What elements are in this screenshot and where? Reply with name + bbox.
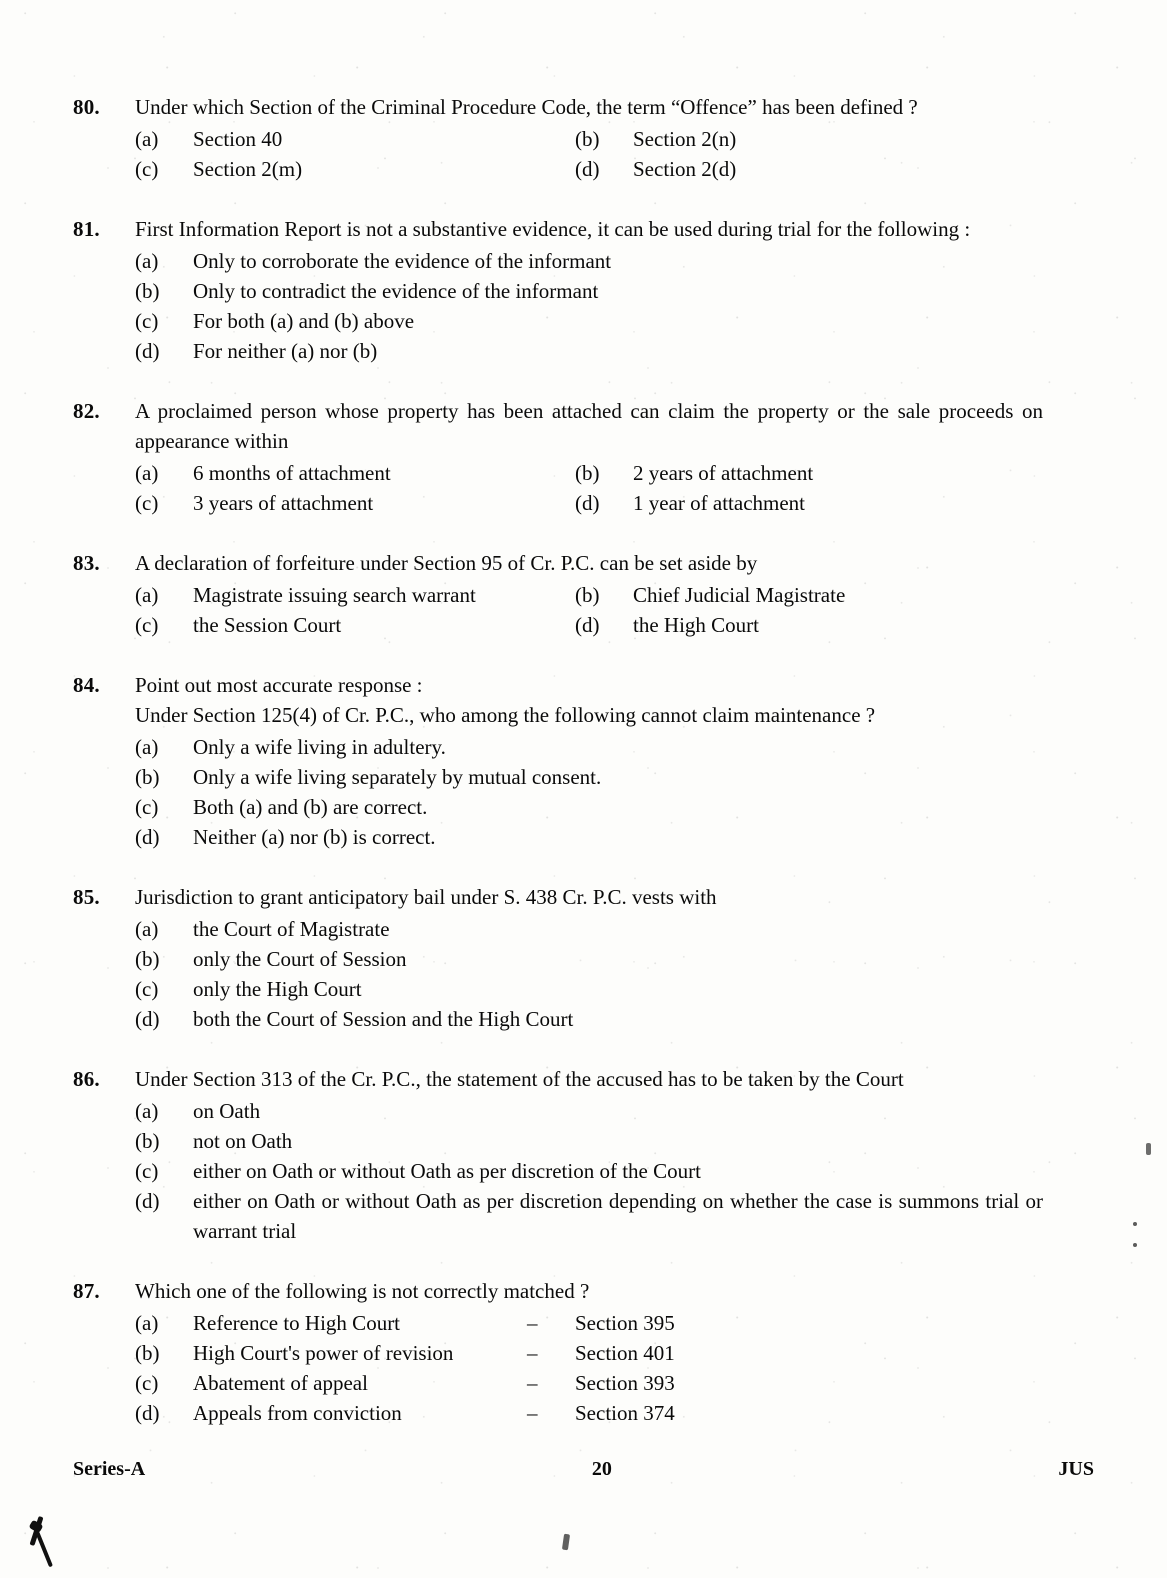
option-d[interactable]	[135, 1004, 1043, 1034]
option-b[interactable]	[135, 762, 1043, 792]
option-text: only the High Court	[193, 977, 362, 1001]
question-text: A proclaimed person whose property has been attached can claim the property or the sale proceeds on appearance within	[135, 399, 1043, 453]
option-text: Section 2(m)	[193, 157, 303, 181]
option-row	[135, 488, 1043, 518]
question-text: Under Section 313 of the Cr. P.C., the statement of the accused has to be taken by the Court	[135, 1067, 904, 1091]
option-b[interactable]	[575, 124, 1043, 154]
option-text: Neither (a) nor (b) is correct.	[193, 825, 436, 849]
option-text: Section 2(d)	[633, 157, 737, 181]
question-number: 84.	[73, 673, 100, 697]
option-label: (c)	[135, 977, 159, 1001]
option-d[interactable]	[575, 154, 1043, 184]
option-row	[135, 580, 1043, 610]
question-heading	[73, 396, 1043, 456]
option-text: For neither (a) nor (b)	[193, 339, 378, 363]
option-text: Both (a) and (b) are correct.	[193, 795, 428, 819]
option-text: the Court of Magistrate	[193, 917, 390, 941]
match-value: Section 374	[575, 1401, 675, 1425]
option-c[interactable]	[135, 154, 575, 184]
question-text: A declaration of forfeiture under Section 95 of Cr. P.C. can be set aside by	[135, 551, 758, 575]
option-label: (c)	[135, 491, 159, 515]
option-list	[135, 914, 1043, 1034]
option-list	[135, 732, 1043, 852]
question-80	[73, 92, 1043, 184]
question-86	[73, 1064, 1043, 1246]
option-row	[135, 124, 1043, 154]
match-item-text: Abatement of appeal	[193, 1371, 368, 1395]
question-text: First Information Report is not a substantive evidence, it can be used during trial for the following :	[135, 217, 971, 241]
option-label: (c)	[135, 1159, 159, 1183]
question-text: Jurisdiction to grant anticipatory bail under S. 438 Cr. P.C. vests with	[135, 885, 717, 909]
option-b[interactable]	[575, 458, 1043, 488]
option-label: (a)	[135, 583, 159, 607]
option-text: either on Oath or without Oath as per discretion depending on whether the case is summons trial or warrant trial	[193, 1189, 1043, 1243]
option-a[interactable]	[135, 246, 1043, 276]
page-footer	[73, 1458, 1094, 1481]
scan-artifact-edge-streak	[1146, 1143, 1151, 1155]
series-label: Series-A	[73, 1458, 146, 1480]
option-label: (b)	[135, 1129, 160, 1153]
option-label: (d)	[135, 825, 160, 849]
option-text: Only to corroborate the evidence of the informant	[193, 249, 612, 273]
option-label: (a)	[135, 1099, 159, 1123]
dash-separator: –	[527, 1341, 538, 1365]
question-list	[73, 92, 1043, 1458]
option-label: (c)	[135, 613, 159, 637]
option-b[interactable]	[135, 276, 1043, 306]
match-value: Section 401	[575, 1341, 675, 1365]
question-number: 85.	[73, 885, 100, 909]
question-heading	[73, 882, 1043, 912]
scan-artifact-edge-dot	[1133, 1222, 1137, 1226]
option-text: either on Oath or without Oath as per discretion of the Court	[193, 1159, 701, 1183]
option-c[interactable]	[135, 306, 1043, 336]
question-heading	[73, 670, 1043, 700]
option-label: (b)	[575, 461, 600, 485]
option-a[interactable]	[135, 732, 1043, 762]
option-grid	[135, 124, 1043, 184]
option-b[interactable]	[575, 580, 1043, 610]
option-label: (b)	[135, 1341, 160, 1365]
option-d[interactable]	[135, 1398, 1043, 1428]
option-label: (b)	[135, 765, 160, 789]
option-label: (c)	[135, 157, 159, 181]
option-text: both the Court of Session and the High Court	[193, 1007, 574, 1031]
option-text: Only a wife living separately by mutual consent.	[193, 765, 602, 789]
scan-artifact-corner-mark	[28, 1516, 68, 1574]
option-label: (b)	[135, 947, 160, 971]
match-item-text: High Court's power of revision	[193, 1341, 454, 1365]
question-87	[73, 1276, 1043, 1428]
option-text: the Session Court	[193, 613, 342, 637]
match-value: Section 393	[575, 1371, 675, 1395]
option-text: on Oath	[193, 1099, 261, 1123]
match-item-text: Reference to High Court	[193, 1311, 401, 1335]
option-row	[135, 458, 1043, 488]
option-label: (a)	[135, 461, 159, 485]
question-heading	[73, 92, 1043, 122]
dash-separator: –	[527, 1401, 538, 1425]
option-c[interactable]	[135, 974, 1043, 1004]
option-d[interactable]	[575, 488, 1043, 518]
option-text: Only a wife living in adultery.	[193, 735, 446, 759]
question-82	[73, 396, 1043, 518]
option-text: not on Oath	[193, 1129, 293, 1153]
option-c[interactable]	[135, 488, 575, 518]
option-b[interactable]	[135, 944, 1043, 974]
option-list	[135, 1096, 1043, 1246]
option-label: (d)	[135, 1401, 160, 1425]
option-label: (b)	[135, 279, 160, 303]
option-label: (c)	[135, 1371, 159, 1395]
question-heading	[73, 1276, 1043, 1306]
option-label: (a)	[135, 735, 159, 759]
question-number: 81.	[73, 217, 100, 241]
option-label: (d)	[135, 339, 160, 363]
option-label: (d)	[135, 1007, 160, 1031]
option-text: 3 years of attachment	[193, 491, 374, 515]
option-c[interactable]	[135, 610, 575, 640]
option-b[interactable]	[135, 1126, 1043, 1156]
option-label: (d)	[575, 491, 600, 515]
question-83	[73, 548, 1043, 640]
option-c[interactable]	[135, 1156, 1043, 1186]
option-grid	[135, 580, 1043, 640]
paper-code-label: JUS	[1058, 1458, 1094, 1480]
match-list	[135, 1308, 1043, 1428]
scan-artifact-center-mark	[562, 1534, 570, 1551]
question-number: 83.	[73, 551, 100, 575]
option-label: (c)	[135, 309, 159, 333]
option-a[interactable]	[135, 124, 575, 154]
option-d[interactable]	[135, 1186, 1043, 1246]
match-item-text: Appeals from conviction	[193, 1401, 402, 1425]
option-text: 2 years of attachment	[633, 461, 814, 485]
option-text: Section 40	[193, 127, 283, 151]
option-label: (d)	[135, 1189, 160, 1213]
option-row	[135, 610, 1043, 640]
option-a[interactable]	[135, 1096, 1043, 1126]
question-number: 86.	[73, 1067, 100, 1091]
question-heading	[73, 1064, 1043, 1094]
option-list	[135, 246, 1043, 366]
option-grid	[135, 458, 1043, 518]
question-text: Point out most accurate response :	[135, 673, 423, 697]
question-81	[73, 214, 1043, 366]
option-label: (a)	[135, 1311, 159, 1335]
option-text: Chief Judicial Magistrate	[633, 583, 846, 607]
question-number: 80.	[73, 95, 100, 119]
option-text: Only to contradict the evidence of the informant	[193, 279, 599, 303]
option-label: (b)	[575, 583, 600, 607]
option-c[interactable]	[135, 792, 1043, 822]
option-b[interactable]	[135, 1338, 1043, 1368]
option-text: only the Court of Session	[193, 947, 407, 971]
option-label: (a)	[135, 917, 159, 941]
option-text: 1 year of attachment	[633, 491, 805, 515]
option-d[interactable]	[575, 610, 1043, 640]
match-value: Section 395	[575, 1311, 675, 1335]
dash-separator: –	[527, 1311, 538, 1335]
question-subtext: Under Section 125(4) of Cr. P.C., who among the following cannot claim maintenance ?	[135, 703, 876, 727]
scan-artifact-edge-dot	[1133, 1243, 1137, 1247]
option-a[interactable]	[135, 458, 575, 488]
option-label: (c)	[135, 795, 159, 819]
option-label: (a)	[135, 249, 159, 273]
question-84	[73, 670, 1043, 852]
option-a[interactable]	[135, 580, 575, 610]
page-number: 20	[591, 1458, 612, 1480]
option-a[interactable]	[135, 914, 1043, 944]
option-row	[135, 154, 1043, 184]
option-c[interactable]	[135, 1368, 1043, 1398]
question-number: 87.	[73, 1279, 100, 1303]
dash-separator: –	[527, 1371, 538, 1395]
question-text: Which one of the following is not correctly matched ?	[135, 1279, 590, 1303]
option-label: (d)	[575, 613, 600, 637]
question-heading	[73, 214, 1043, 244]
question-85	[73, 882, 1043, 1034]
option-text: For both (a) and (b) above	[193, 309, 415, 333]
question-text: Under which Section of the Criminal Procedure Code, the term “Offence” has been defined ?	[135, 95, 918, 119]
option-text: Section 2(n)	[633, 127, 737, 151]
option-d[interactable]	[135, 822, 1043, 852]
option-text: 6 months of attachment	[193, 461, 391, 485]
option-label: (b)	[575, 127, 600, 151]
option-d[interactable]	[135, 336, 1043, 366]
question-number: 82.	[73, 399, 100, 423]
option-text: the High Court	[633, 613, 759, 637]
option-label: (a)	[135, 127, 159, 151]
option-a[interactable]	[135, 1308, 1043, 1338]
option-label: (d)	[575, 157, 600, 181]
option-text: Magistrate issuing search warrant	[193, 583, 476, 607]
question-heading	[73, 548, 1043, 578]
